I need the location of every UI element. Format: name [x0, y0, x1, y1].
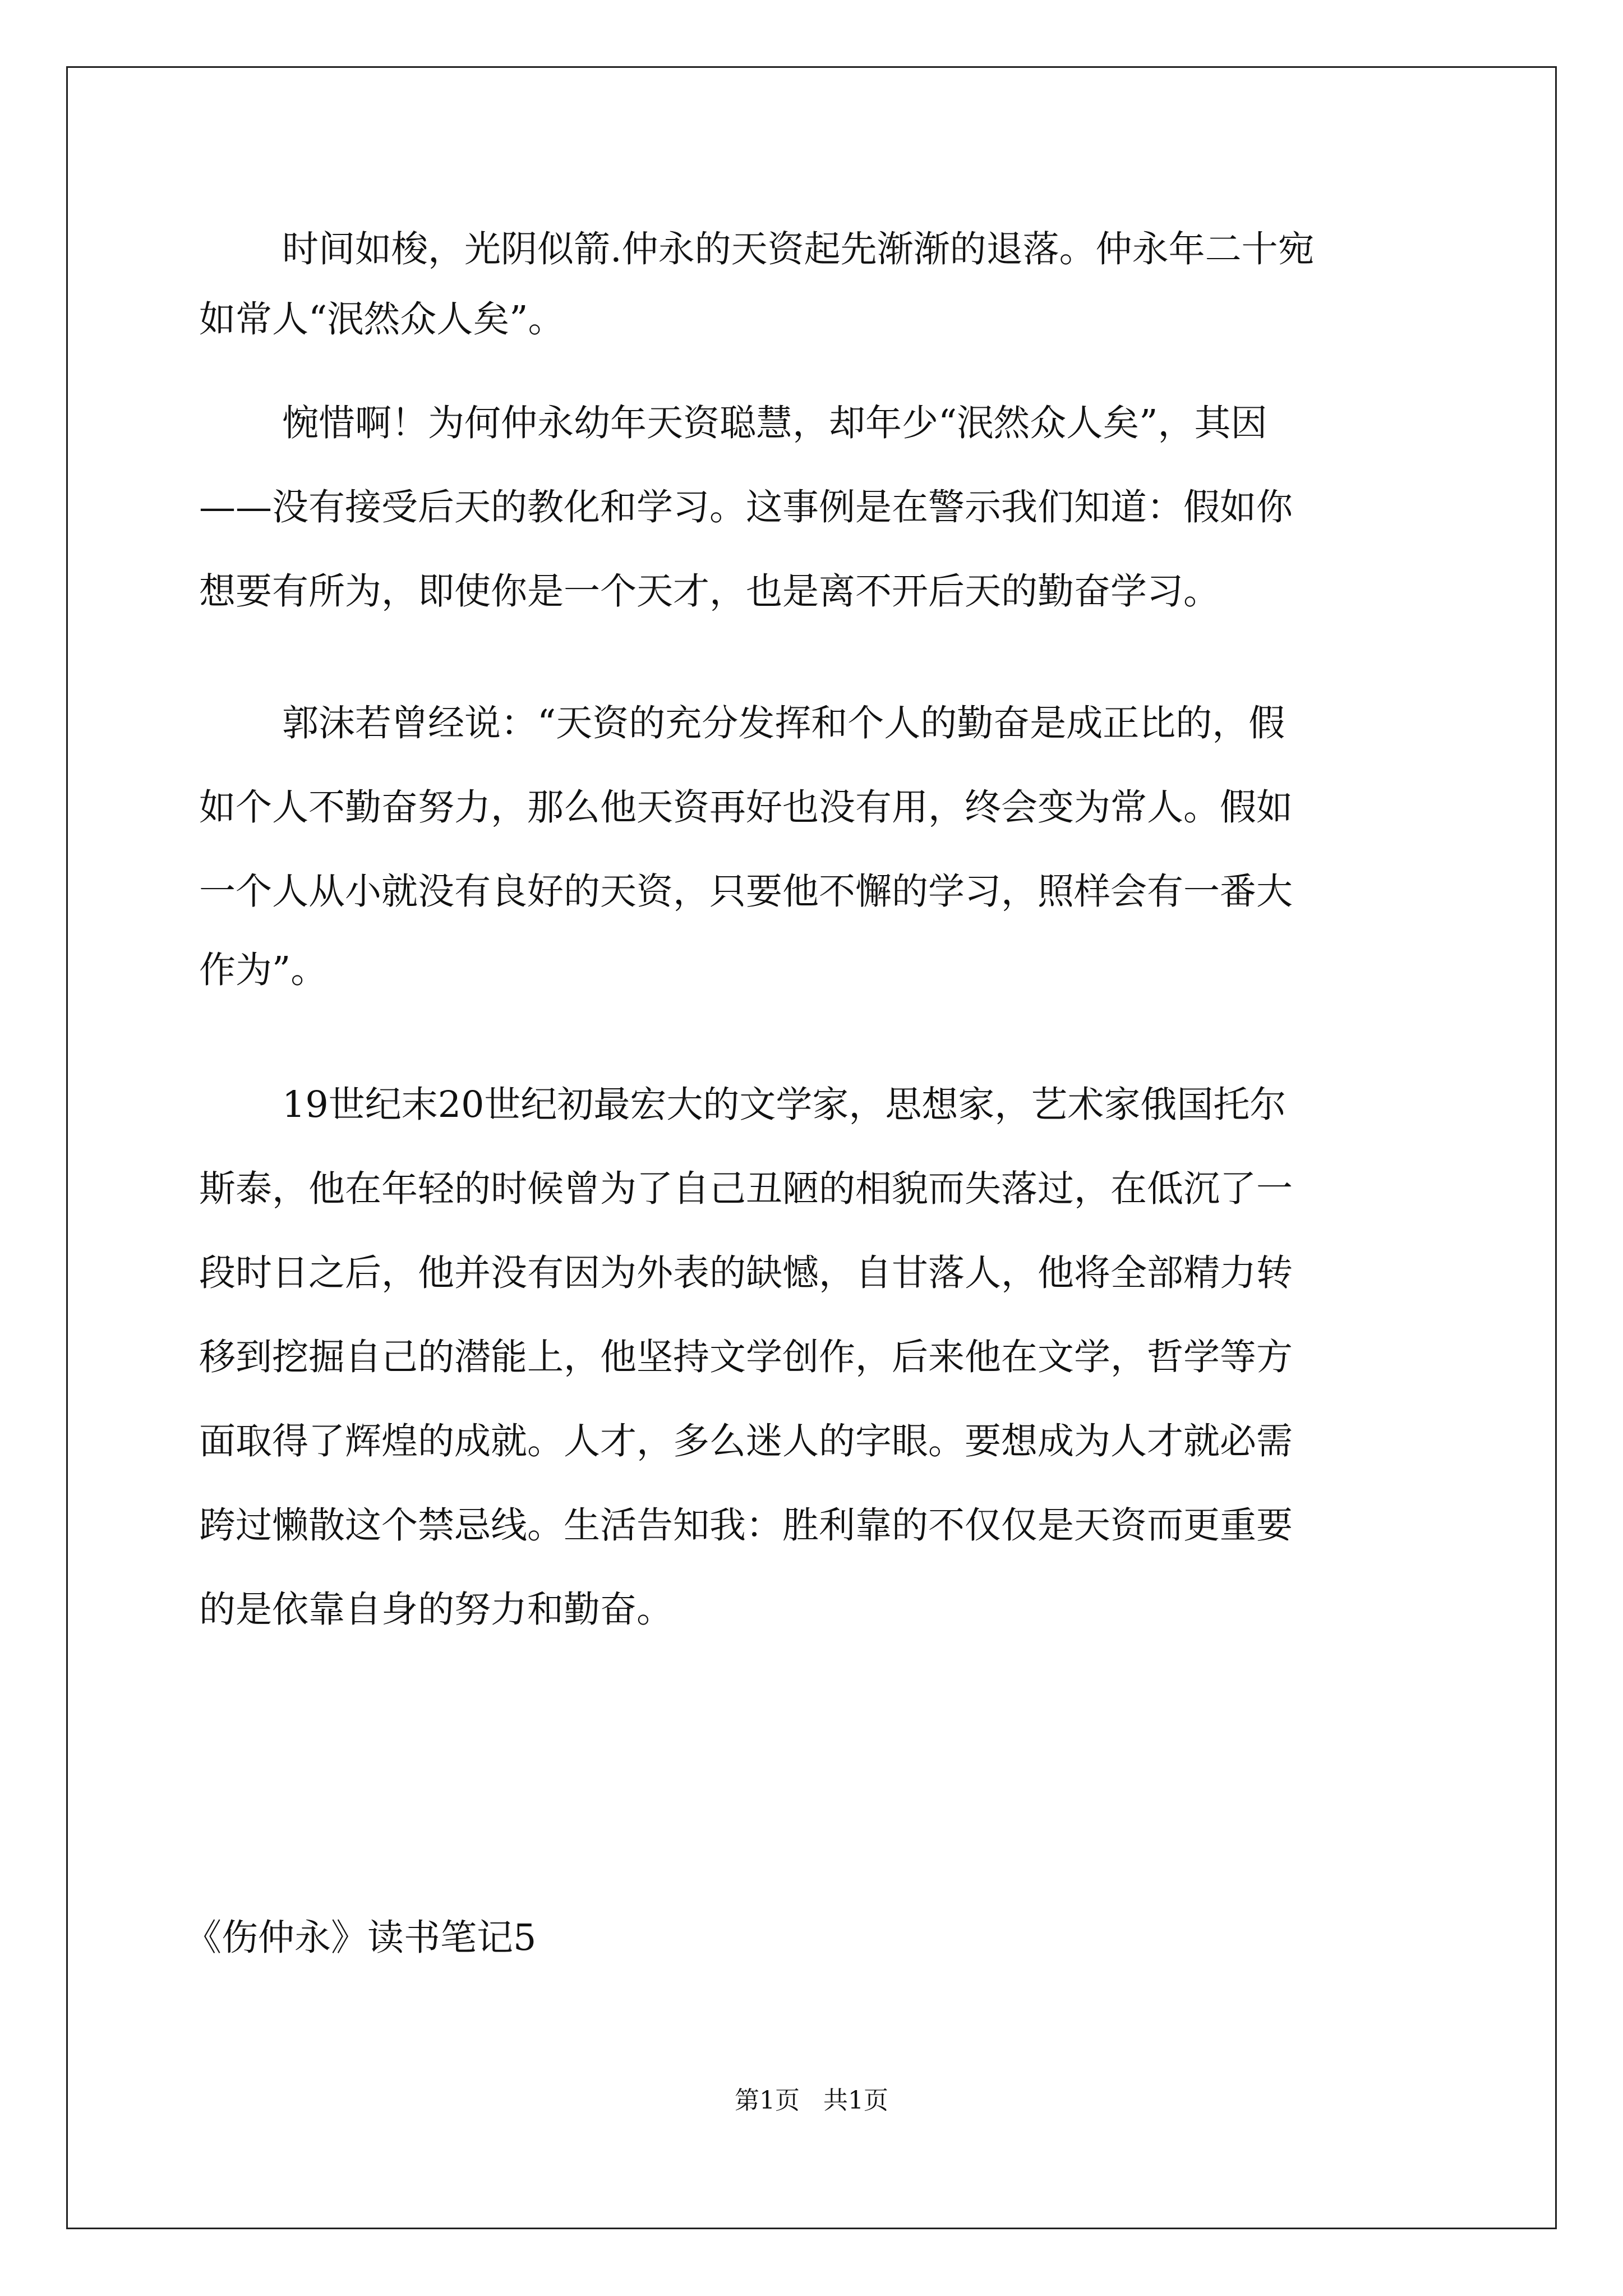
text-line: 面取得了辉煌的成就。人才，多么迷人的字眼。要想成为人才就必需: [199, 1420, 1293, 1462]
text-line: 斯泰，他在年轻的时候曾为了自己丑陋的相貌而失落过，在低沉了一: [199, 1168, 1293, 1210]
text-line: 如常人“泯然众人矣”。: [199, 298, 565, 341]
text-line: 19世纪末20世纪初最宏大的文学家，思想家，艺术家俄国托尔: [282, 1084, 1287, 1126]
text-line: 段时日之后，他并没有因为外表的缺憾，自甘落人，他将全部精力转: [199, 1252, 1293, 1294]
section-heading: 《伤仲永》读书笔记5: [185, 1917, 537, 1959]
text-line: 跨过懒散这个禁忌线。生活告知我：胜利靠的不仅仅是天资而更重要: [199, 1504, 1293, 1547]
text-line: 郭沫若曾经说：“天资的充分发挥和个人的勤奋是成正比的，假: [282, 702, 1285, 744]
text-line: 时间如梭，光阴似箭.仲永的天资起先渐渐的退落。仲永年二十宛: [282, 228, 1315, 270]
page-footer: 第1页 共1页: [735, 2086, 888, 2115]
text-line: 移到挖掘自己的潜能上，他坚持文学创作，后来他在文学，哲学等方: [199, 1336, 1293, 1378]
text-line: 惋惜啊！为何仲永幼年天资聪慧，却年少“泯然众人矣”，其因: [282, 402, 1267, 444]
text-line: 一个人从小就没有良好的天资，只要他不懈的学习，照样会有一番大: [199, 871, 1293, 913]
page-border: [66, 66, 1557, 2229]
text-line: 如个人不勤奋努力，那么他天资再好也没有用，终会变为常人。假如: [199, 786, 1293, 829]
text-line: ——没有接受后天的教化和学习。这事例是在警示我们知道：假如你: [199, 486, 1293, 528]
text-line: 作为”。: [199, 949, 328, 991]
text-line: 的是依靠自身的努力和勤奋。: [199, 1589, 674, 1631]
text-line: 想要有所为，即使你是一个天才，也是离不开后天的勤奋学习。: [199, 570, 1220, 613]
